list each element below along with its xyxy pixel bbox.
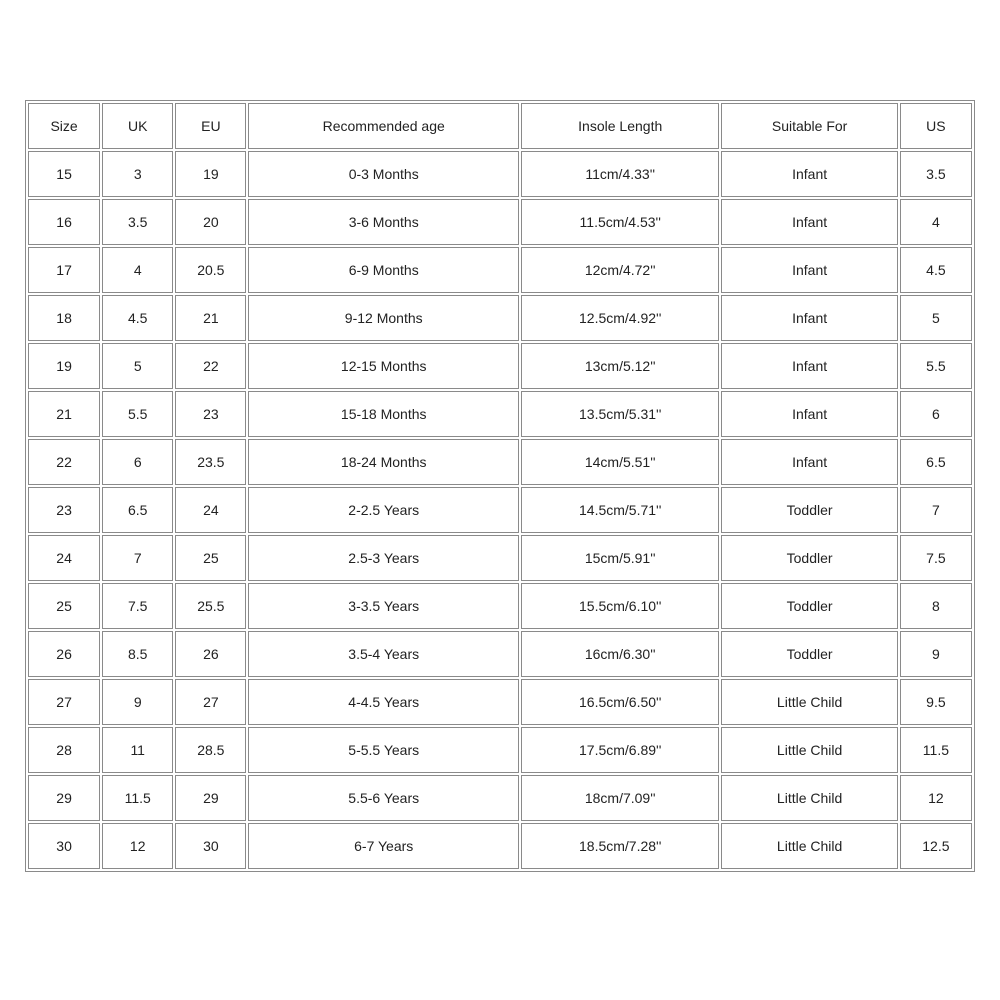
cell-size: 22: [28, 439, 100, 485]
cell-suitable-for: Infant: [721, 199, 897, 245]
cell-eu: 22: [175, 343, 246, 389]
cell-eu: 20.5: [175, 247, 246, 293]
cell-suitable-for: Toddler: [721, 583, 897, 629]
cell-eu: 25.5: [175, 583, 246, 629]
cell-insole-length: 12.5cm/4.92'': [521, 295, 719, 341]
header-cell-insole-length: Insole Length: [521, 103, 719, 149]
header-cell-eu: EU: [175, 103, 246, 149]
cell-insole-length: 11cm/4.33'': [521, 151, 719, 197]
table-row: [28, 487, 972, 533]
cell-recommended-age: 5.5-6 Years: [248, 775, 519, 821]
cell-uk: 3: [102, 151, 173, 197]
cell-recommended-age: 15-18 Months: [248, 391, 519, 437]
cell-insole-length: 14.5cm/5.71'': [521, 487, 719, 533]
cell-recommended-age: 6-7 Years: [248, 823, 519, 869]
cell-eu: 26: [175, 631, 246, 677]
table-row: [28, 583, 972, 629]
cell-recommended-age: 9-12 Months: [248, 295, 519, 341]
cell-eu: 25: [175, 535, 246, 581]
cell-insole-length: 16.5cm/6.50'': [521, 679, 719, 725]
cell-recommended-age: 6-9 Months: [248, 247, 519, 293]
table-row: [28, 823, 972, 869]
table-row: [28, 679, 972, 725]
cell-suitable-for: Toddler: [721, 631, 897, 677]
cell-suitable-for: Toddler: [721, 487, 897, 533]
cell-suitable-for: Infant: [721, 247, 897, 293]
cell-recommended-age: 3.5-4 Years: [248, 631, 519, 677]
cell-eu: 21: [175, 295, 246, 341]
cell-insole-length: 14cm/5.51'': [521, 439, 719, 485]
cell-uk: 6.5: [102, 487, 173, 533]
cell-uk: 4: [102, 247, 173, 293]
cell-us: 8: [900, 583, 972, 629]
cell-suitable-for: Infant: [721, 391, 897, 437]
table-row: [28, 535, 972, 581]
header-cell-us: US: [900, 103, 972, 149]
cell-us: 7.5: [900, 535, 972, 581]
cell-suitable-for: Little Child: [721, 823, 897, 869]
cell-insole-length: 13.5cm/5.31'': [521, 391, 719, 437]
table-row: [28, 439, 972, 485]
cell-suitable-for: Little Child: [721, 775, 897, 821]
cell-recommended-age: 3-6 Months: [248, 199, 519, 245]
cell-size: 17: [28, 247, 100, 293]
table-row: [28, 151, 972, 197]
cell-suitable-for: Little Child: [721, 679, 897, 725]
cell-size: 26: [28, 631, 100, 677]
cell-size: 29: [28, 775, 100, 821]
cell-suitable-for: Little Child: [721, 727, 897, 773]
cell-size: 19: [28, 343, 100, 389]
cell-eu: 19: [175, 151, 246, 197]
cell-size: 15: [28, 151, 100, 197]
cell-us: 6: [900, 391, 972, 437]
header-row: [28, 103, 972, 149]
cell-us: 5: [900, 295, 972, 341]
cell-suitable-for: Infant: [721, 295, 897, 341]
cell-uk: 11: [102, 727, 173, 773]
cell-eu: 20: [175, 199, 246, 245]
cell-us: 6.5: [900, 439, 972, 485]
cell-us: 9.5: [900, 679, 972, 725]
cell-us: 7: [900, 487, 972, 533]
cell-uk: 5: [102, 343, 173, 389]
cell-recommended-age: 2-2.5 Years: [248, 487, 519, 533]
cell-insole-length: 17.5cm/6.89'': [521, 727, 719, 773]
cell-uk: 11.5: [102, 775, 173, 821]
cell-size: 16: [28, 199, 100, 245]
cell-recommended-age: 5-5.5 Years: [248, 727, 519, 773]
size-chart-table: [25, 100, 975, 872]
cell-eu: 29: [175, 775, 246, 821]
cell-size: 24: [28, 535, 100, 581]
cell-insole-length: 15cm/5.91'': [521, 535, 719, 581]
cell-suitable-for: Toddler: [721, 535, 897, 581]
cell-us: 4.5: [900, 247, 972, 293]
header-cell-uk: UK: [102, 103, 173, 149]
cell-eu: 27: [175, 679, 246, 725]
cell-uk: 8.5: [102, 631, 173, 677]
cell-us: 4: [900, 199, 972, 245]
header-cell-recommended-age: Recommended age: [248, 103, 519, 149]
table-row: [28, 247, 972, 293]
cell-insole-length: 15.5cm/6.10'': [521, 583, 719, 629]
cell-eu: 24: [175, 487, 246, 533]
cell-size: 25: [28, 583, 100, 629]
table-row: [28, 727, 972, 773]
cell-uk: 3.5: [102, 199, 173, 245]
cell-recommended-age: 2.5-3 Years: [248, 535, 519, 581]
cell-eu: 23: [175, 391, 246, 437]
cell-recommended-age: 3-3.5 Years: [248, 583, 519, 629]
table-body: [28, 151, 972, 869]
cell-size: 27: [28, 679, 100, 725]
cell-eu: 28.5: [175, 727, 246, 773]
cell-us: 3.5: [900, 151, 972, 197]
cell-us: 11.5: [900, 727, 972, 773]
cell-insole-length: 18.5cm/7.28'': [521, 823, 719, 869]
header-cell-suitable-for: Suitable For: [721, 103, 897, 149]
cell-recommended-age: 12-15 Months: [248, 343, 519, 389]
cell-uk: 12: [102, 823, 173, 869]
table-row: [28, 295, 972, 341]
cell-size: 23: [28, 487, 100, 533]
cell-insole-length: 16cm/6.30'': [521, 631, 719, 677]
cell-size: 28: [28, 727, 100, 773]
cell-insole-length: 11.5cm/4.53'': [521, 199, 719, 245]
cell-insole-length: 18cm/7.09'': [521, 775, 719, 821]
cell-us: 12.5: [900, 823, 972, 869]
cell-suitable-for: Infant: [721, 151, 897, 197]
table-row: [28, 391, 972, 437]
cell-recommended-age: 4-4.5 Years: [248, 679, 519, 725]
cell-size: 21: [28, 391, 100, 437]
cell-eu: 30: [175, 823, 246, 869]
table-row: [28, 343, 972, 389]
cell-recommended-age: 18-24 Months: [248, 439, 519, 485]
cell-uk: 7: [102, 535, 173, 581]
cell-insole-length: 12cm/4.72'': [521, 247, 719, 293]
cell-us: 9: [900, 631, 972, 677]
cell-uk: 7.5: [102, 583, 173, 629]
cell-uk: 4.5: [102, 295, 173, 341]
cell-size: 18: [28, 295, 100, 341]
cell-suitable-for: Infant: [721, 439, 897, 485]
cell-us: 12: [900, 775, 972, 821]
cell-size: 30: [28, 823, 100, 869]
cell-suitable-for: Infant: [721, 343, 897, 389]
header-cell-size: Size: [28, 103, 100, 149]
cell-insole-length: 13cm/5.12'': [521, 343, 719, 389]
cell-uk: 9: [102, 679, 173, 725]
table-row: [28, 199, 972, 245]
cell-eu: 23.5: [175, 439, 246, 485]
cell-uk: 6: [102, 439, 173, 485]
cell-us: 5.5: [900, 343, 972, 389]
table-row: [28, 775, 972, 821]
cell-recommended-age: 0-3 Months: [248, 151, 519, 197]
table-row: [28, 631, 972, 677]
cell-uk: 5.5: [102, 391, 173, 437]
